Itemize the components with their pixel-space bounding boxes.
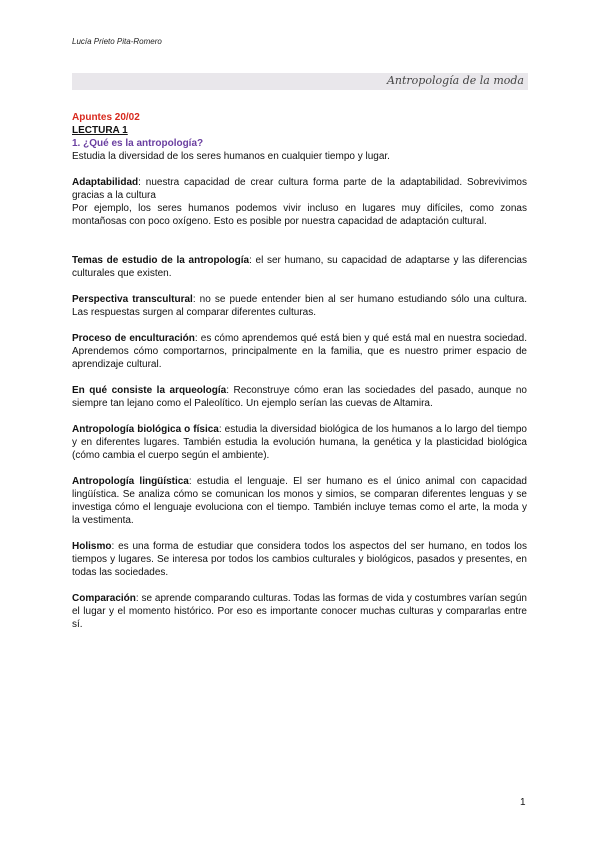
section-comparacion [72,592,527,631]
section-term: Antropología lingüística [72,476,189,487]
section-term: Holismo [72,541,112,552]
section-text: : estudia la diversidad biológica de los humanos a lo largo del tiempo y en diferentes lugares. También estudia la evolución humana, la genética y la plasticidad biológica (cómo cambia el cuerpo según el ambiente). [72,424,527,461]
adaptability-example: Por ejemplo, los seres humanos podemos vivir incluso en lugares muy difíciles, como zonas montañosas con poco oxígeno. Esto es posible por nuestra capacidad de adaptación cultural. [72,203,527,227]
section-term: Comparación [72,593,136,604]
section-term: Adaptabilidad [72,177,139,188]
section-text: : es una forma de estudiar que considera todos los aspectos del ser humano, en todos los tiempos y lugares. Se interesa por todos los cambios culturales y biológicos, pasados y presentes, en todas las sociedades. [72,541,527,578]
section-term: Perspectiva transcultural [72,294,193,305]
date-heading: Apuntes 20/02 [72,112,140,123]
author-name: Lucía Prieto Pita-Romero [72,37,162,46]
subject-header-bar [72,73,528,90]
section-text: : el ser humano, su capacidad de adaptarse y las diferencias culturales que existen. [72,255,527,279]
section-biologica [72,423,527,462]
section-term: En qué consiste la arqueología [72,385,227,396]
section-temas [72,254,527,280]
section-term: Antropología biológica o física [72,424,219,435]
section-adaptabilidad [72,176,527,202]
intro-paragraph: Estudia la diversidad de los seres humanos en cualquier tiempo y lugar. [72,151,390,162]
section-holismo [72,540,527,579]
section-perspectiva [72,293,527,319]
section-text: : Reconstruye cómo eran las sociedades del pasado, aunque no siempre tan lejano como el Paleolítico. Un ejemplo serían las cuevas de Altamira. [72,385,527,409]
section-text: : se aprende comparando culturas. Todas las formas de vida y costumbres varían según el lugar y el momento histórico. Por eso es importante conocer muchas culturas y compararlas entre sí. [72,593,527,630]
section-linguistica [72,475,527,527]
section-enculturacion [72,332,527,371]
document-body [72,111,527,631]
section-text: : es cómo aprendemos qué está bien y qué está mal en nuestra sociedad. Aprendemos cómo comportarnos, principalmente en la familia, que es nuestro primer espacio de aprendizaje cultural. [72,333,527,370]
section-text: : estudia el lenguaje. El ser humano es el único animal con capacidad lingüística. Se analiza cómo se comunican los monos y simios, se comparan diferentes lenguas y se investiga cómo el lenguaje evoluciona con el tiempo. También incluye temas como el arte, la moda y la vestimenta. [72,476,527,526]
section-term: Temas de estudio de la antropología [72,255,250,266]
section-arqueologia [72,384,527,410]
section-text: : nuestra capacidad de crear cultura forma parte de la adaptabilidad. Sobrevivimos gracias a la cultura [72,177,527,201]
section-term: Proceso de enculturación [72,333,195,344]
section-text: : no se puede entender bien al ser humano estudiando sólo una cultura. Las respuestas surgen al comparar diferentes culturas. [72,294,528,318]
page-number: 1 [520,797,526,808]
lecture-title: LECTURA 1 [72,125,128,136]
subject-title: Antropología de la moda [386,74,524,87]
question-heading: 1. ¿Qué es la antropología? [72,138,204,149]
